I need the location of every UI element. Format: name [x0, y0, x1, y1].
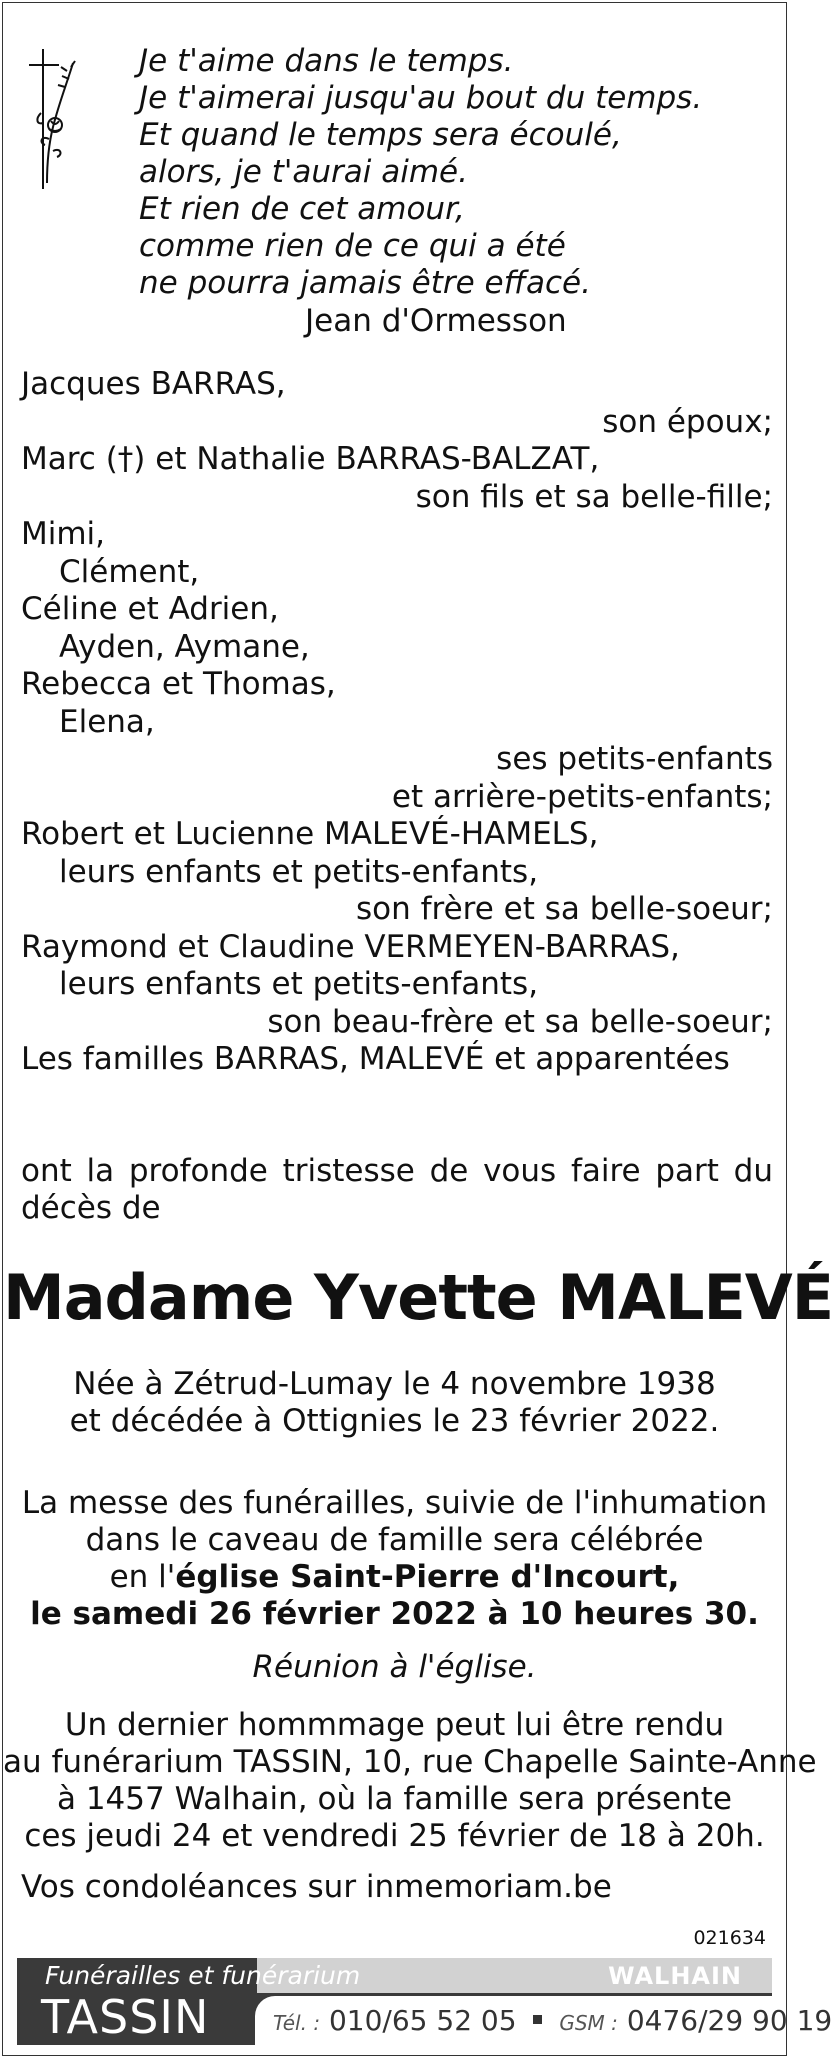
- funeral-place: église Saint-Pierre d'Incourt,: [175, 1559, 680, 1595]
- family-line: Rebecca et Thomas,: [21, 666, 336, 702]
- family-line: Jacques BARRAS,: [21, 366, 286, 402]
- gsm-label: GSM :: [559, 2011, 618, 2035]
- family-line: leurs enfants et petits-enfants,: [59, 853, 539, 890]
- poem-line: Je t'aimerai jusqu'au bout du temps.: [139, 80, 703, 116]
- homage-line: Un dernier hommmage peut lui être rendu: [64, 1707, 725, 1743]
- deceased-name: Madame Yvette MALEVÉ: [3, 1261, 833, 1334]
- obituary-notice: [2, 2, 833, 2056]
- banner-city: WALHAIN: [608, 1962, 742, 1990]
- gsm-number: 0476/29 90 19: [626, 2004, 833, 2037]
- tel-number: 010/65 52 05: [328, 2004, 517, 2037]
- poem: [139, 43, 702, 302]
- funeral-place-line: [3, 1559, 786, 1596]
- family-line: Robert et Lucienne MALEVÉ-HAMELS,: [21, 816, 599, 852]
- gathering-note: Réunion à l'église.: [252, 1649, 537, 1685]
- funeral-date: le samedi 26 février 2022 à 10 heures 30.: [30, 1596, 759, 1632]
- poem-line: Et quand le temps sera écoulé,: [139, 117, 622, 153]
- announcement-line: décès de: [21, 1190, 161, 1226]
- death-line: et décédée à Ottignies le 23 février 2022.: [69, 1403, 720, 1439]
- homage-line: à 1457 Walhain, où la famille sera présente: [56, 1781, 733, 1817]
- family-line: Clément,: [59, 553, 200, 590]
- family-list: [21, 366, 773, 1079]
- family-line: Elena,: [59, 703, 155, 740]
- homage-line: ces jeudi 24 et vendredi 25 février de 18 à 20h.: [24, 1818, 765, 1854]
- birth-death-details: [3, 1366, 786, 1440]
- funeral-place-prefix: en l': [109, 1559, 176, 1595]
- poem-line: comme rien de ce qui a été: [139, 228, 566, 264]
- funeral-details: [3, 1485, 786, 1633]
- family-relation: son époux;: [602, 403, 773, 440]
- family-relation: ses petits-enfants: [496, 741, 773, 777]
- homage-line: au funérarium TASSIN, 10, rue Chapelle Sainte-Anne: [3, 1744, 817, 1780]
- family-relation: son frère et sa belle-soeur;: [355, 891, 773, 927]
- poem-line: alors, je t'aurai aimé.: [139, 154, 468, 190]
- poem-line: ne pourra jamais être effacé.: [139, 265, 591, 301]
- family-line: Céline et Adrien,: [21, 591, 279, 627]
- banner-company: TASSIN: [41, 1990, 210, 2044]
- banner-phones: [273, 2002, 832, 2042]
- poem-line: Je t'aime dans le temps.: [139, 43, 514, 79]
- funeral-home-banner: [17, 1958, 833, 2045]
- homage-details: [3, 1707, 817, 1855]
- announcement-line: ont la profonde tristesse de vous faire part du: [21, 1153, 773, 1189]
- family-line: leurs enfants et petits-enfants,: [59, 966, 539, 1002]
- family-relation: et arrière-petits-enfants;: [391, 778, 773, 815]
- family-line: Marc (†) et Nathalie BARRAS-BALZAT,: [21, 441, 600, 477]
- separator-square-icon: [533, 2015, 542, 2024]
- funeral-line: La messe des funérailles, suivie de l'inhumation: [21, 1485, 768, 1521]
- family-line: Mimi,: [21, 516, 106, 552]
- family-line: Ayden, Aymane,: [59, 628, 310, 665]
- birth-line: Née à Zétrud-Lumay le 4 novembre 1938: [73, 1366, 716, 1402]
- announcement: [21, 1153, 773, 1227]
- family-line: Raymond et Claudine VERMEYEN-BARRAS,: [21, 928, 680, 965]
- reference-number: 021634: [693, 1927, 766, 1949]
- tel-label: Tél. :: [273, 2011, 321, 2035]
- family-line: Les familles BARRAS, MALEVÉ et apparentées: [21, 1041, 730, 1077]
- family-relation: son fils et sa belle-fille;: [415, 478, 773, 515]
- funeral-line: dans le caveau de famille sera célébrée: [85, 1522, 704, 1558]
- condolences-link: Vos condoléances sur inmemoriam.be: [21, 1869, 612, 1905]
- banner-subtitle: Funérailles et funérarium: [45, 1961, 361, 1990]
- poem-line: Et rien de cet amour,: [139, 191, 465, 227]
- poem-author: Jean d'Ormesson: [305, 303, 567, 339]
- family-relation: son beau-frère et sa belle-soeur;: [267, 1003, 773, 1040]
- cross-with-rose-icon: [23, 43, 89, 193]
